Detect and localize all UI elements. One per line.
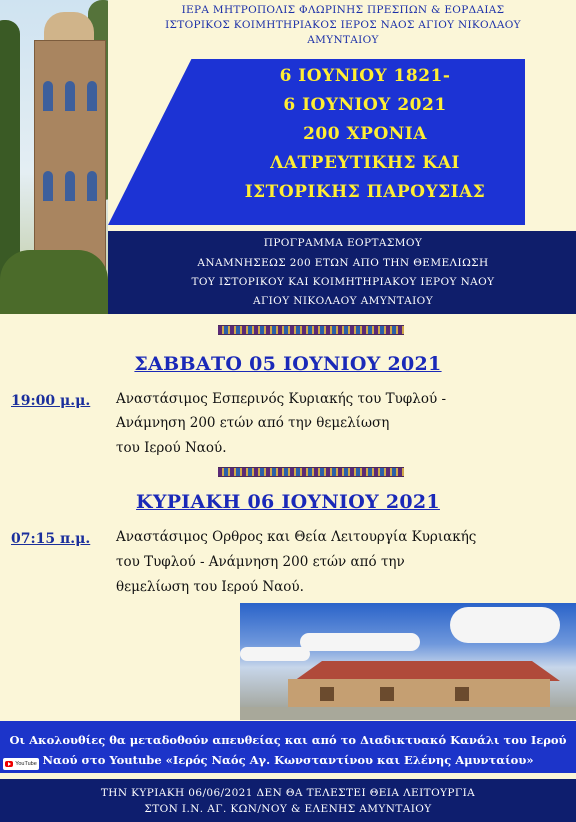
cloud [240, 647, 310, 661]
bell-tower-photo [0, 0, 108, 314]
town-name: ΑΜΥΝΤΑΙΟΥ [307, 34, 379, 46]
banner-date-1821: 6 ΙΟΥΝΙΟΥ 1821- [279, 66, 451, 86]
saturday-title: ΣΑΒΒΑΤΟ 05 ΙΟΥΝΙΟΥ 2021 [134, 353, 442, 375]
sunday-desc-line: του Τυφλού - Ανάμνηση 200 ετών από την [116, 554, 405, 570]
broadcast-text: Οι Ακολουθίες θα μεταδοθούν απευθείας και από το Διαδικτυακό Κανάλι του Ιερού [9, 733, 567, 747]
program-subtitle: ΑΝΑΜΝΗΣΕΩΣ 200 ΕΤΩΝ ΑΠΟ ΤΗΝ ΘΕΜΕΛΙΩΣΗ [197, 257, 489, 269]
footer-band [0, 779, 576, 822]
church-window [380, 687, 394, 701]
tower-window [87, 81, 97, 111]
tower-window [43, 81, 53, 111]
ornamental-divider [218, 325, 404, 335]
saturday-desc-line: του Ιερού Ναού. [116, 440, 227, 456]
banner-history: ΙΣΤΟΡΙΚΗΣ ΠΑΡΟΥΣΙΑΣ [244, 182, 486, 202]
footer-notice: ΣΤΟΝ Ι.Ν. ΑΓ. ΚΩΝ/ΝΟΥ & ΕΛΕΝΗΣ ΑΜΥΝΤΑΙΟΥ [144, 803, 432, 815]
cloud [300, 633, 420, 651]
church-window [320, 687, 334, 701]
footer-notice: ΤΗΝ ΚΥΡΙΑΚΗ 06/06/2021 ΔΕΝ ΘΑ ΤΕΛΕΣΤΕΙ ΘΕΙΑ ΛΕΙΤΟΥΡΓΙΑ [100, 787, 476, 799]
church-roof [280, 661, 560, 681]
ornamental-divider [218, 467, 404, 477]
banner-200-years: 200 ΧΡΟΝΙΑ [303, 124, 427, 144]
broadcast-text: Ναού στο Youtube «Ιερός Ναός Αγ. Κωνσταντίνου και Ελένης Αμυνταίου» [42, 753, 534, 767]
banner-date-2021: 6 ΙΟΥΝΙΟΥ 2021 [283, 95, 447, 115]
tower-window [43, 171, 53, 201]
tower-window [87, 171, 97, 201]
program-title: ΠΡΟΓΡΑΜΜΑ ΕΟΡΤΑΣΜΟΥ [263, 237, 423, 249]
tower-window [65, 171, 75, 201]
church-photo [240, 603, 576, 720]
metropolis-name: ΙΕΡΑ ΜΗΤΡΟΠΟΛΙΣ ΦΛΩΡΙΝΗΣ ΠΡΕΣΠΩΝ & ΕΟΡΔΑΙΑΣ [181, 4, 505, 16]
church-name: ΙΣΤΟΡΙΚΟΣ ΚΟΙΜΗΤΗΡΙΑΚΟΣ ΙΕΡΟΣ ΝΑΟΣ ΑΓΙΟΥ ΝΙΚΟΛΑΟΥ [165, 19, 521, 31]
program-subtitle: ΑΓΙΟΥ ΝΙΚΟΛΑΟΥ ΑΜΥΝΤΑΙΟΥ [252, 295, 434, 307]
bushes [0, 250, 108, 314]
youtube-play-icon [5, 761, 13, 767]
tower-window [65, 81, 75, 111]
sunday-desc-line: θεμελίωση του Ιερού Ναού. [116, 579, 304, 595]
banner-worship: ΛΑΤΡΕΥΤΙΚΗΣ ΚΑΙ [270, 153, 460, 173]
saturday-desc-line: Αναστάσιμος Εσπερινός Κυριακής του Τυφλού - [116, 391, 447, 407]
saturday-time: 19:00 μ.μ. [11, 393, 91, 409]
cemetery-ground [240, 707, 576, 720]
church-window [455, 687, 469, 701]
sunday-desc-line: Αναστάσιμος Ορθρος και Θεία Λειτουργία Κυριακής [116, 529, 477, 545]
youtube-logo [3, 758, 39, 770]
program-subtitle: ΤΟΥ ΙΣΤΟΡΙΚΟΥ ΚΑΙ ΚΟΙΜΗΤΗΡΙΑΚΟΥ ΙΕΡΟΥ ΝΑΟΥ [191, 276, 495, 288]
youtube-logo-text: YouTube [15, 761, 37, 767]
sunday-time: 07:15 π.μ. [11, 531, 91, 547]
saturday-desc-line: Ανάμνηση 200 ετών από την θεμελίωση [116, 415, 390, 431]
cloud [450, 607, 560, 643]
sunday-title: ΚΥΡΙΑΚΗ 06 ΙΟΥΝΙΟΥ 2021 [136, 491, 440, 513]
